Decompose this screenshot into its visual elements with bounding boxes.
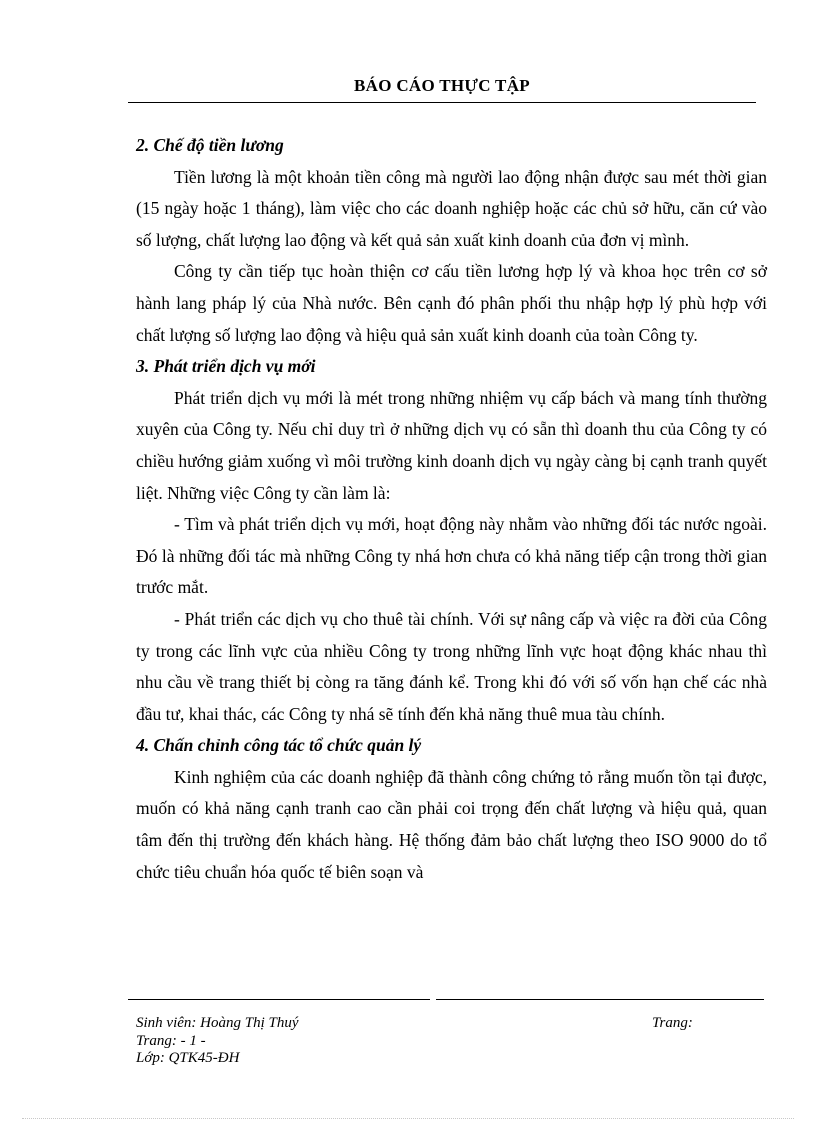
section-heading-new-services: 3. Phát triển dịch vụ mới xyxy=(136,356,316,377)
section-heading-salary: 2. Chế độ tiền lương xyxy=(136,135,284,155)
footer-page-number: Trang: - 1 - xyxy=(136,1033,206,1049)
paragraph: - Phát triển các dịch vụ cho thuê tài chính. Với sự nâng cấp và việc ra đời của Công ty trong các lĩnh vực của nhiều Công ty trong những lĩnh vực hoạt động khác nhau thì nhu cầu về trang thiết bị còng ra tăng đánh kể. Trong khi đó với số vốn hạn chế các nhà đầu tư, khai thác, các Công ty nhá sẽ tính đến khả năng thuê mua tàu chính. xyxy=(136,608,767,724)
footer-divider xyxy=(128,999,764,1000)
paragraph: Tiền lương là một khoản tiền công mà người lao động nhận được sau mét thời gian (15 ngày hoặc 1 tháng), làm việc cho các doanh nghiệp hoặc các chủ sở hữu, căn cứ vào số lượng, chất lượng lao động và kết quả sản xuất kinh doanh của đơn vị mình. xyxy=(136,166,767,250)
page-bottom-border xyxy=(22,1118,794,1119)
paragraph: Phát triển dịch vụ mới là mét trong những nhiệm vụ cấp bách và mang tính thường xuyên của Công ty. Nếu chỉ duy trì ở những dịch vụ có sẵn thì doanh thu của Công ty có chiều hướng giảm xuống vì môi trường kinh doanh dịch vụ ngày càng bị cạnh tranh quyết liệt. Những việc Công ty cần làm là: xyxy=(136,387,767,503)
footer-student-name: Sinh viên: Hoàng Thị Thuý xyxy=(136,1015,299,1031)
footer-divider-gap xyxy=(430,999,436,1001)
paragraph: Công ty cần tiếp tục hoàn thiện cơ cấu tiền lương hợp lý và khoa học trên cơ sở hành lang pháp lý của Nhà nước. Bên cạnh đó phân phối thu nhập hợp lý phù hợp với chất lượng số lượng lao động và hiệu quả sản xuất kinh doanh của toàn Công ty. xyxy=(136,261,767,345)
header-divider xyxy=(128,102,756,103)
paragraph: - Tìm và phát triển dịch vụ mới, hoạt động này nhằm vào những đối tác nước ngoài. Đó là những đối tác mà những Công ty nhá hơn chưa có khả năng tiếp cận trong thời gian trước mắt. xyxy=(136,514,767,598)
footer-class: Lớp: QTK45-ĐH xyxy=(136,1050,240,1066)
footer-page-label: Trang: xyxy=(652,1015,693,1031)
page-header-title: BÁO CÁO THỰC TẬP xyxy=(354,76,530,95)
document-body xyxy=(136,130,767,888)
paragraph: Kinh nghiệm của các doanh nghiệp đã thành công chứng tỏ rằng muốn tồn tại được, muốn có khả năng cạnh tranh cao cần phải coi trọng đến chất lượng và hiệu quả, quan tâm đến thị trường đến khách hàng. Hệ thống đảm bảo chất lượng theo ISO 9000 do tổ chức tiêu chuẩn hóa quốc tế biên soạn và xyxy=(136,766,767,882)
section-heading-management: 4. Chấn chỉnh công tác tổ chức quản lý xyxy=(136,735,422,756)
